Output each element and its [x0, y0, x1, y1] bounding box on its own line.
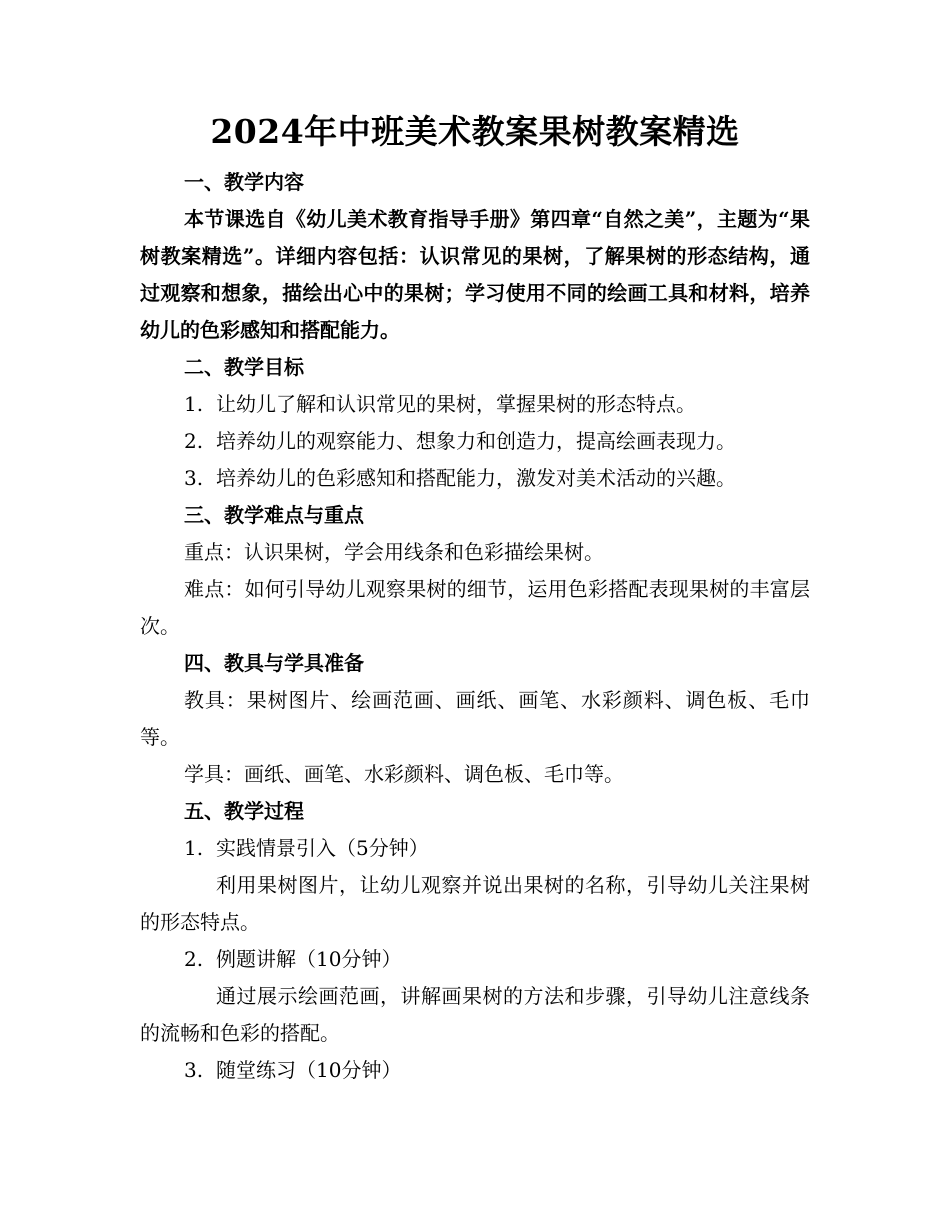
difficulty-text: 难点：如何引导幼儿观察果树的细节，运用色彩搭配表现果树的丰富层次。 — [140, 577, 810, 638]
goal-text: 培养幼儿的观察能力、想象力和创造力，提高绘画表现力。 — [216, 429, 736, 453]
teacher-tools-text: 教具：果树图片、绘画范画、画纸、画笔、水彩颜料、调色板、毛巾等。 — [140, 688, 810, 749]
goal-text: 培养幼儿的色彩感知和搭配能力，激发对美术活动的兴趣。 — [216, 466, 736, 490]
goal-item — [140, 423, 810, 460]
step-number: 1. — [184, 836, 204, 860]
goal-number: 3. — [184, 466, 204, 490]
section-heading-materials: 四、教具与学具准备 — [184, 651, 364, 675]
document-title: 2024年中班美术教案果树教案精选 — [210, 112, 740, 151]
student-tools-text: 学具：画纸、画笔、水彩颜料、调色板、毛巾等。 — [184, 762, 624, 786]
step-title-text: 实践情景引入（5分钟） — [216, 836, 429, 860]
section-heading-process: 五、教学过程 — [184, 799, 304, 823]
step-title — [140, 830, 810, 867]
key-point-text: 重点：认识果树，学会用线条和色彩描绘果树。 — [184, 540, 604, 564]
step-body: 通过展示绘画范画，讲解画果树的方法和步骤，引导幼儿注意线条的流畅和色彩的搭配。 — [140, 984, 810, 1045]
step-title-text: 例题讲解（10分钟） — [216, 947, 402, 971]
goal-item — [140, 460, 810, 497]
goal-text: 让幼儿了解和认识常见的果树，掌握果树的形态特点。 — [216, 392, 696, 416]
step-title — [140, 941, 810, 978]
goal-number: 2. — [184, 429, 204, 453]
section-body-content: 本节课选自《幼儿美术教育指导手册》第四章“自然之美”，主题为“果树教案精选”。详细内容包括：认识常见的果树，了解果树的形态结构，通过观察和想象，描绘出心中的果树；学习使用不同的绘画工具和材料，培养幼儿的色彩感知和搭配能力。 — [140, 207, 810, 342]
step-body: 利用果树图片，让幼儿观察并说出果树的名称，引导幼儿关注果树的形态特点。 — [140, 873, 810, 934]
section-heading-goals: 二、教学目标 — [184, 355, 304, 379]
goal-number: 1. — [184, 392, 204, 416]
section-heading-content: 一、教学内容 — [184, 170, 304, 194]
step-number: 2. — [184, 947, 204, 971]
step-title — [140, 1052, 810, 1089]
section-heading-key-points: 三、教学难点与重点 — [184, 503, 364, 527]
step-number: 3. — [184, 1058, 204, 1082]
step-title-text: 随堂练习（10分钟） — [216, 1058, 402, 1082]
goal-item — [140, 386, 810, 423]
